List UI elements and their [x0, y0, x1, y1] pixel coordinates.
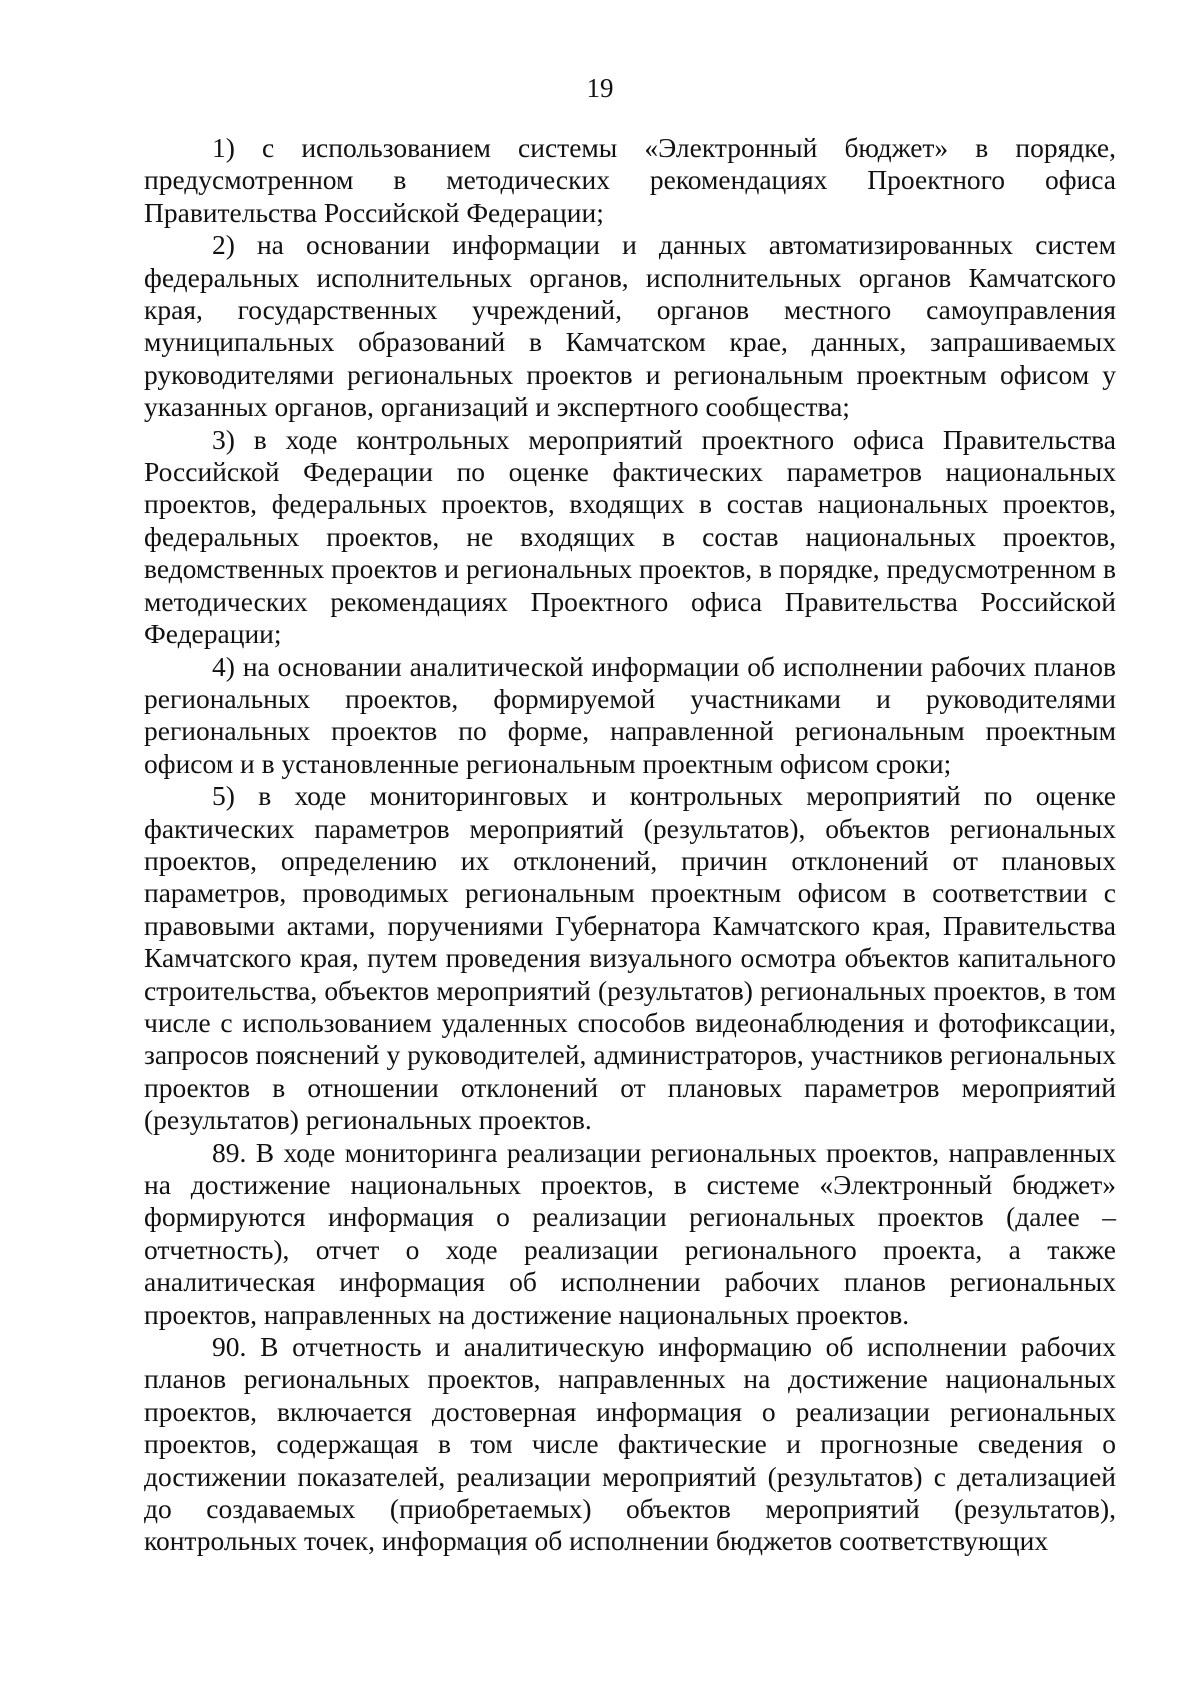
document-body	[144, 132, 1116, 1558]
paragraph-item-5: 5) в ходе мониторинговых и контрольных мероприятий по оценке фактических параметров мероприятий (результатов), объектов региональных проектов, определению их отклонений, причин отклонений от плановых параметров, проводимых региональным проектным офисом в соответствии с правовыми актами, поручениями Губернатора Камчатского края, Правительства Камчатского края, путем проведения визуального осмотра объектов капитального строительства, объектов мероприятий (результатов) региональных проектов, в том числе с использованием удаленных способов видеонаблюдения и фотофиксации, запросов пояснений у руководителей, администраторов, участников региональных проектов в отношении отклонений от плановых параметров мероприятий (результатов) региональных проектов.	[144, 780, 1116, 1136]
paragraph-item-3: 3) в ходе контрольных мероприятий проектного офиса Правительства Российской Федерации по оценке фактических параметров национальных проектов, федеральных проектов, входящих в состав национальных проектов, федеральных проектов, не входящих в состав национальных проектов, ведомственных проектов и региональных проектов, в порядке, предусмотренном в методических рекомендациях Проектного офиса Правительства Российской Федерации;	[144, 423, 1116, 650]
paragraph-clause-89: 89. В ходе мониторинга реализации региональных проектов, направленных на достижение национальных проектов, в системе «Электронный бюджет» формируются информация о реализации региональных проектов (далее – отчетность), отчет о ходе реализации регионального проекта, а также аналитическая информация об исполнении рабочих планов региональных проектов, направленных на достижение национальных проектов.	[144, 1136, 1116, 1330]
paragraph-item-4: 4) на основании аналитической информации об исполнении рабочих планов региональных проектов, формируемой участниками и руководителями региональных проектов по форме, направленной региональным проектным офисом и в установленные региональным проектным офисом сроки;	[144, 650, 1116, 779]
paragraph-item-2: 2) на основании информации и данных автоматизированных систем федеральных исполнительных органов, исполнительных органов Камчатского края, государственных учреждений, органов местного самоуправления муниципальных образований в Камчатском крае, данных, запрашиваемых руководителями региональных проектов и региональным проектным офисом у указанных органов, организаций и экспертного сообщества;	[144, 229, 1116, 423]
page-number: 19	[586, 73, 614, 103]
paragraph-clause-90: 90. В отчетность и аналитическую информацию об исполнении рабочих планов региональных проектов, направленных на достижение национальных проектов, включается достоверная информация о реализации региональных проектов, содержащая в том числе фактические и прогнозные сведения о достижении показателей, реализации мероприятий (результатов) с детализацией до создаваемых (приобретаемых) объектов мероприятий (результатов), контрольных точек, информация об исполнении бюджетов соответствующих	[144, 1331, 1116, 1557]
paragraph-item-1: 1) с использованием системы «Электронный бюджет» в порядке, предусмотренном в методических рекомендациях Проектного офиса Правительства Российской Федерации;	[144, 132, 1116, 228]
